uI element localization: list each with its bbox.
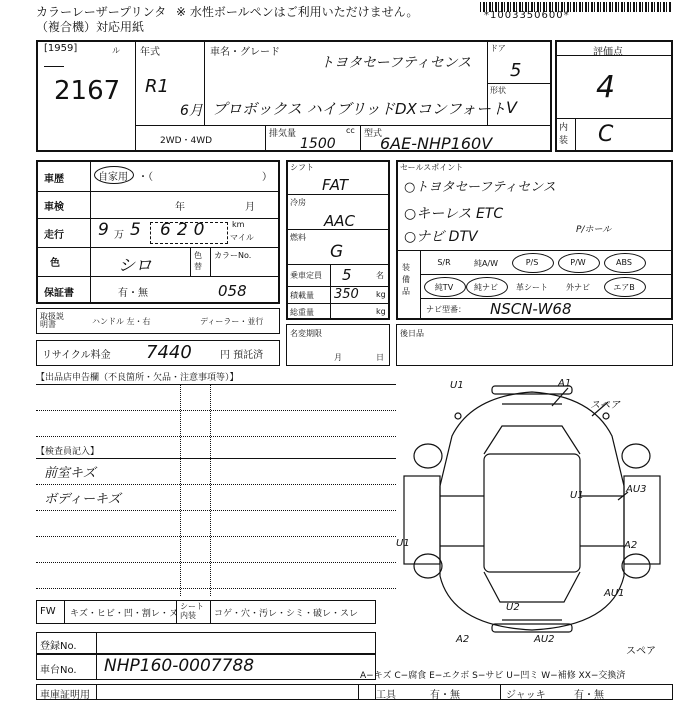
lot-code: [1959]: [44, 43, 78, 54]
color-no: 058: [218, 282, 247, 300]
color-label: 色: [50, 258, 60, 269]
pen-warning: ※ 水性ボールペンはご利用いただけません。: [176, 5, 419, 19]
printer-note: カラーレーザープリンタ: [36, 5, 167, 19]
mark-u2: U2: [506, 602, 520, 613]
mileage-label: 走行: [44, 230, 64, 241]
dealer-label: ディーラー・並行: [200, 317, 264, 326]
registration-label: 登録No.: [40, 641, 77, 652]
score-label: 評価点: [593, 47, 623, 58]
inspector-note-2: ボディーキズ: [44, 492, 121, 507]
load-label: 積載量: [290, 291, 314, 300]
history: 自家用: [98, 172, 128, 183]
seat-codes: コゲ・穴・汚レ・シミ・破レ・スレ: [214, 609, 359, 619]
manual-label: 取扱説明書: [40, 312, 64, 329]
navi-model-label: ナビ型番：: [426, 305, 466, 314]
recycle-unit: 円 預託済: [220, 350, 264, 361]
tools-label: 工具: [376, 690, 396, 701]
navi-model: NSCN-W68: [490, 300, 572, 318]
registration-row: [36, 632, 376, 654]
fuel-label: 燃料: [290, 233, 306, 242]
car-diagram: [392, 376, 674, 642]
shape-label: 形状: [490, 86, 506, 95]
doors: 5: [510, 60, 522, 81]
drive-label: 2WD・4WD: [160, 136, 213, 146]
sales-point-1: ○トヨタセーフティセンス: [404, 180, 556, 195]
cc-label: cc: [346, 126, 355, 135]
model-label: 型式: [364, 129, 383, 139]
lot-suffix: ル: [112, 46, 120, 55]
year-era: R1: [145, 76, 169, 97]
safety-sense: トヨタセーフティセンス: [320, 55, 472, 71]
interior-grade: C: [598, 122, 614, 147]
equip-tv: 純TV: [434, 283, 454, 292]
vehicle-name: プロボックス ハイブリッドDXコンフォート: [212, 100, 507, 118]
recycle-fee: 7440: [146, 342, 192, 363]
color-no-label: カラーNo.: [214, 251, 252, 260]
mark-a1: A1: [558, 378, 572, 389]
capacity: 5: [342, 266, 352, 284]
aircon: AAC: [324, 212, 355, 230]
spare-label: スペア: [626, 646, 656, 657]
displacement-label: 排気量: [269, 129, 297, 139]
equip-leather: 革シート: [516, 283, 548, 292]
chassis-label: 車台No.: [40, 665, 77, 676]
warranty-yesno: 有・無: [118, 288, 148, 299]
mark-a2-a: A2: [456, 634, 470, 645]
door-label: ドア: [490, 44, 506, 53]
equip-ext-navi: 外ナビ: [566, 283, 590, 292]
equip-ps: P/S: [525, 258, 539, 267]
barcode-number: *1003350600*: [484, 10, 570, 21]
sales-point-3: ○ナビ DTV: [404, 229, 478, 245]
mark-au1: AU1: [604, 588, 625, 599]
fw-label: FW: [40, 606, 56, 617]
report-label: 【出品店申告欄（不良箇所・欠品・注意事項等）】: [36, 373, 239, 383]
inspection-year: 年: [175, 202, 185, 213]
printer-note-2: （複合機）対応用紙: [36, 20, 145, 34]
equip-airbag: エアB: [613, 283, 635, 292]
lot-number: 2167: [54, 76, 121, 106]
later-label: 後日品: [400, 329, 424, 338]
mark-au3: AU3: [626, 484, 647, 495]
tools-yesno: 有・無: [430, 690, 460, 701]
sales-point-label: セールスポイント: [400, 163, 464, 172]
score: 4: [596, 70, 616, 105]
handle-label: ハンドル 左・右: [92, 317, 151, 326]
model: 6AE-NHP160V: [380, 134, 493, 153]
mark-au2: AU2: [534, 634, 555, 645]
equip-navi: 純ナビ: [474, 283, 498, 292]
year-label: 年式: [140, 47, 160, 58]
inspector-note-1: 前室キズ: [44, 466, 96, 481]
inspection-month: 月: [245, 202, 255, 213]
capacity-label: 乗車定員: [290, 271, 322, 280]
mark-u1-a: U1: [450, 380, 464, 391]
damage-legend: A−キズ C−腐食 E−エクボ S−サビ U−凹ミ W−補修 XX−交換済: [360, 671, 626, 681]
total-weight-label: 総重量: [290, 308, 314, 317]
history-label: 車歴: [44, 174, 64, 185]
inspector-label: 【検査員記入】: [36, 447, 100, 457]
name-deadline-label: 名変期限: [290, 329, 322, 338]
recycle-label: リサイクル料金: [42, 350, 111, 361]
year-month: 6月: [180, 103, 203, 119]
equipment-label: 装備品: [402, 263, 410, 296]
interior-label: 内装: [559, 123, 569, 146]
jack-yesno: 有・無: [574, 690, 604, 701]
mark-spare: スペア: [590, 400, 620, 411]
mark-u1-c: U1: [396, 538, 410, 549]
fuel: G: [330, 242, 344, 262]
sales-point-4: P/ホール: [576, 225, 612, 235]
chassis: NHP160-0007788: [104, 656, 255, 676]
jack-label: ジャッキ: [506, 690, 546, 701]
equip-abs: ABS: [616, 258, 632, 267]
mark-u1-b: U1: [570, 490, 584, 501]
shape: V: [506, 98, 517, 117]
mileage-km: 620: [160, 220, 211, 240]
color-change-label: 色替: [194, 251, 202, 271]
equip-aw: 純A/W: [473, 259, 499, 268]
displacement: 1500: [300, 136, 336, 152]
inspection-label: 車検: [44, 202, 64, 213]
load: 350: [334, 287, 359, 302]
later-box: [396, 324, 673, 366]
cert-label: 車庫証明用: [40, 690, 90, 701]
sales-point-2: ○キーレス ETC: [404, 206, 504, 222]
aircon-label: 冷房: [290, 198, 306, 207]
name-grade-label: 車名・グレード: [210, 47, 280, 58]
mark-a2-b: A2: [624, 540, 638, 551]
equip-pw: P/W: [570, 258, 586, 267]
shift-label: シフト: [290, 163, 314, 172]
warranty-label: 保証書: [44, 288, 74, 299]
equip-sr: S/R: [437, 258, 451, 267]
seat-label: シート内装: [180, 602, 204, 620]
mileage-man: 9: [98, 220, 109, 240]
mileage-rest: 5: [130, 220, 141, 240]
shift: FAT: [322, 176, 349, 194]
damage-codes: キズ・ヒビ・凹・割レ・ヌ: [70, 609, 178, 619]
color: シロ: [118, 256, 152, 276]
